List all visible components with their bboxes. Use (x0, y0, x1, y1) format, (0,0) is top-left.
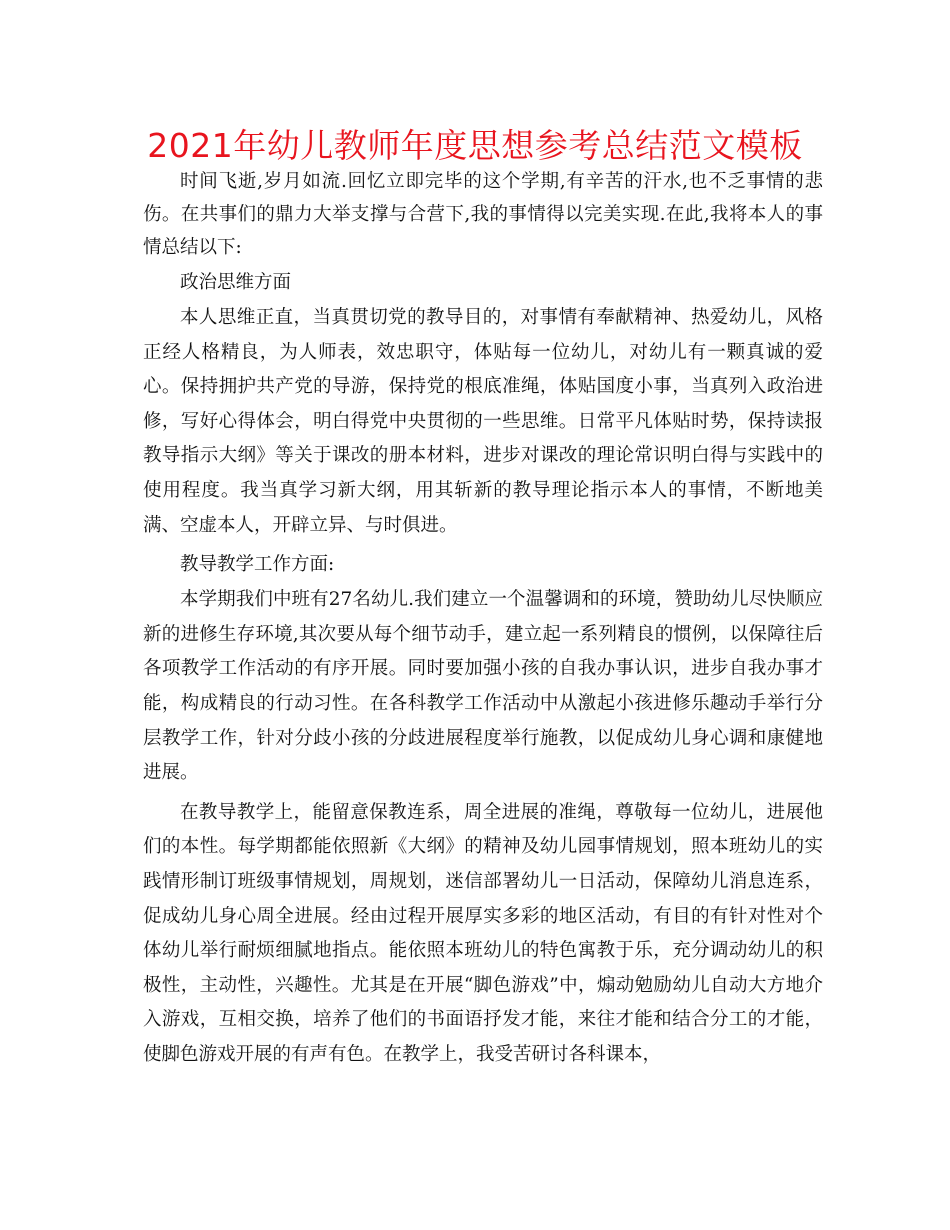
section-heading-politics: 政治思维方面 (180, 272, 292, 293)
document-body (143, 165, 823, 1072)
teaching-paragraph-1: 本学期我们中班有27名幼儿.我们建立一个温馨调和的环境，赞助幼儿尽快顺应新的进修生存环境,其次要从每个细节动手，建立起一系列精良的惯例，以保障往后各项教学工作活动的有序开展。同时要加强小孩的自我办事认识，进步自我办事才能，构成精良的行动习性。在各科教学工作活动中从激起小孩进修乐趣动手举行分层教学工作，针对分歧小孩的分歧进展程度举行施教，以促成幼儿身心调和康健地进展。 (143, 589, 823, 784)
document-title: 2021年幼儿教师年度思想参考总结范文模板 (147, 126, 803, 165)
teaching-paragraph-2: 在教导教学上，能留意保教连系，周全进展的准绳，尊敬每一位幼儿，进展他们的本性。每学期都能依照新《大纲》的精神及幼儿园事情规划，照本班幼儿的实践情形制订班级事情规划，周规划，迷信部署幼儿一日活动，保障幼儿消息连系，促成幼儿身心周全进展。经由过程开展厚实多彩的地区活动，有目的有针对性对个体幼儿举行耐烦细腻地指点。能依照本班幼儿的特色寓教于乐，充分调动幼儿的积极性，主动性，兴趣性。尤其是在开展“脚色游戏”中，煽动勉励幼儿自动大方地介入游戏，互相交换，培养了他们的书面语抒发才能，来往才能和结合分工的才能，使脚色游戏开展的有声有色。在教学上，我受苦研讨各科课本， (143, 801, 823, 1065)
section-heading-teaching: 教导教学工作方面: (180, 554, 335, 576)
intro-paragraph: 时间飞逝,岁月如流.回忆立即完毕的这个学期,有辛苦的汗水,也不乏事情的悲伤。在共事们的鼎力大举支撑与合营下,我的事情得以完美实现.在此,我将本人的事情总结以下: (143, 171, 823, 258)
politics-paragraph: 本人思维正直，当真贯切党的教导目的，对事情有奉献精神、热爱幼儿，风格正经人格精良，为人师表，效忠职守，体贴每一位幼儿，对幼儿有一颗真诚的爱心。保持拥护共产党的导游，保持党的根底准绳，体贴国度小事，当真列入政治进修，写好心得体会，明白得党中央贯彻的一些思维。日常平凡体贴时势，保持读报教导指示大纲》等关于课改的册本材料，进步对课改的理论常识明白得与实践中的使用程度。我当真学习新大纲，用其斩新的教导理论指示本人的事情，不断地美满、空虚本人，开辟立异、与时俱进。 (143, 307, 823, 536)
